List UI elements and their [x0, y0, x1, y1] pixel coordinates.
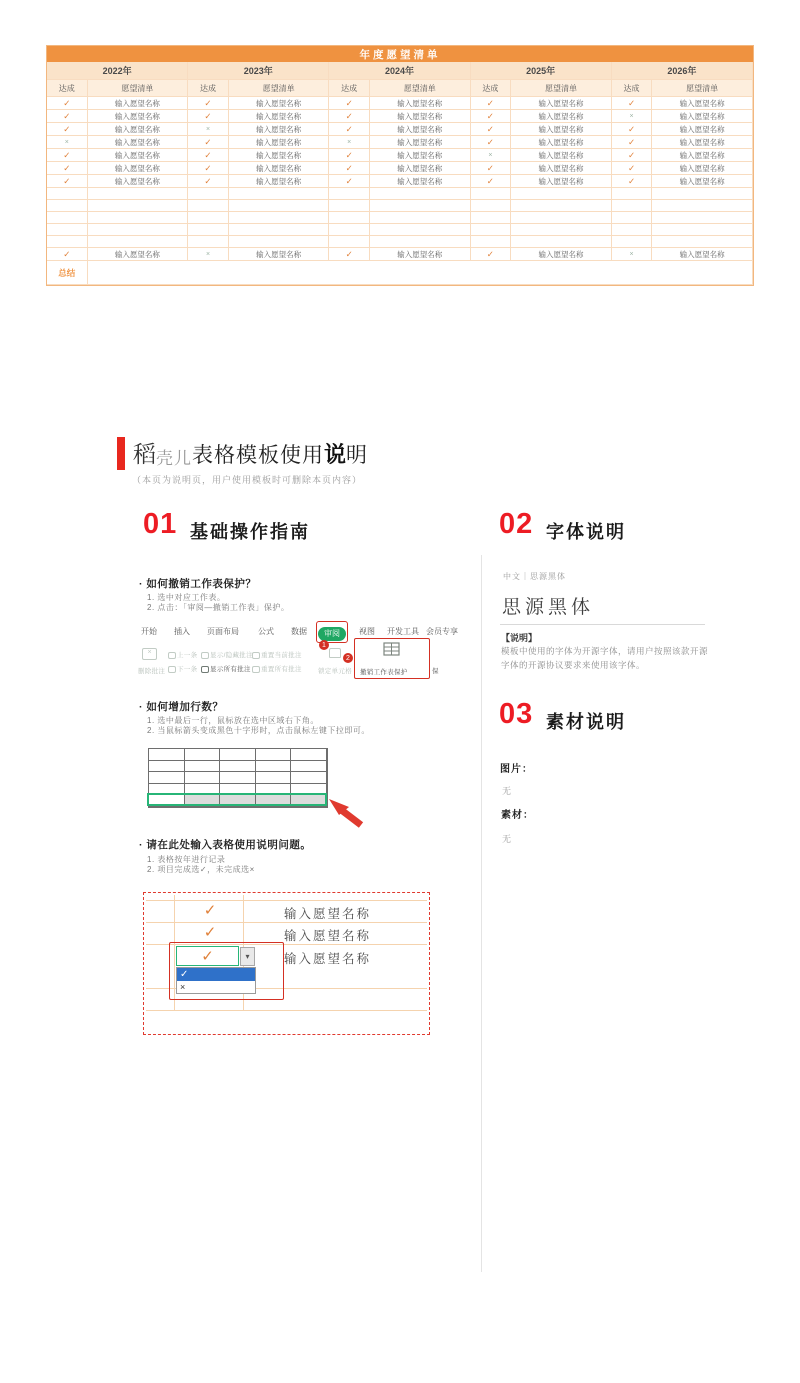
wish-cell[interactable]: 输入愿望名称 [370, 175, 471, 188]
done-cell[interactable]: ✓ [188, 136, 229, 149]
empty-cell[interactable] [652, 212, 753, 224]
wish-cell[interactable]: 输入愿望名称 [511, 110, 612, 123]
empty-cell[interactable] [471, 236, 512, 248]
empty-cell[interactable] [612, 188, 653, 200]
brand-sub-text: 壳儿 [156, 449, 192, 468]
empty-cell[interactable] [652, 236, 753, 248]
empty-cell[interactable] [511, 224, 612, 236]
demo-highlight-box [169, 942, 284, 1000]
empty-cell[interactable] [229, 188, 330, 200]
wish-cell[interactable]: 输入愿望名称 [229, 123, 330, 136]
empty-cell[interactable] [188, 224, 229, 236]
empty-cell[interactable] [229, 200, 330, 212]
wish-header-cell: 愿望清单 [370, 80, 471, 97]
demo-table-cell [291, 749, 327, 761]
done-cell[interactable]: ✓ [612, 149, 653, 162]
ribbon-tab-layout[interactable]: 页面布局 [207, 627, 239, 636]
tool-reset-all-comments[interactable]: 重置所有批注 [252, 664, 302, 673]
wish-header-cell: 愿望清单 [511, 80, 612, 97]
demo-table-cell [149, 749, 185, 761]
empty-cell[interactable] [329, 236, 370, 248]
demo-wish-3: 输入愿望名称 [284, 952, 372, 966]
tool-delete-comment[interactable]: 删除批注 [138, 668, 166, 675]
wishlist-sheet [46, 45, 754, 286]
done-cell[interactable]: ✓ [471, 136, 512, 149]
done-cell[interactable]: ✓ [329, 97, 370, 110]
done-cell[interactable]: × [47, 136, 88, 149]
wish-cell[interactable]: 输入愿望名称 [652, 136, 753, 149]
done-header-cell: 达成 [47, 80, 88, 97]
done-cell[interactable]: ✓ [188, 162, 229, 175]
done-cell[interactable]: ✓ [47, 162, 88, 175]
ribbon-tab-view[interactable]: 视图 [359, 627, 375, 636]
done-header-cell: 达成 [188, 80, 229, 97]
demo-table-cell [185, 749, 221, 761]
done-header-cell: 达成 [329, 80, 370, 97]
demo-dropdown-arrow-button: ▾ [240, 947, 255, 966]
empty-cell[interactable] [88, 188, 189, 200]
question-usage: · 请在此处输入表格使用说明问题。 [139, 839, 312, 851]
demo-dropdown-cell-check: ✓ [201, 948, 214, 965]
empty-cell[interactable] [229, 224, 330, 236]
done-cell[interactable]: ✓ [471, 248, 512, 261]
demo-check-2: ✓ [203, 924, 217, 941]
wish-cell[interactable]: 输入愿望名称 [370, 149, 471, 162]
wish-cell[interactable]: 输入愿望名称 [370, 110, 471, 123]
year-header-cell: 2022年 [47, 62, 188, 80]
wish-cell[interactable]: 输入愿望名称 [88, 149, 189, 162]
ribbon-tab-home[interactable]: 开始 [141, 627, 157, 636]
empty-cell[interactable] [370, 212, 471, 224]
year-header-cell: 2024年 [329, 62, 470, 80]
wish-cell[interactable]: 输入愿望名称 [88, 175, 189, 188]
done-cell[interactable]: ✓ [612, 123, 653, 136]
empty-cell[interactable] [652, 224, 753, 236]
empty-cell[interactable] [229, 212, 330, 224]
wish-cell[interactable]: 输入愿望名称 [229, 110, 330, 123]
demo-table-cell [220, 761, 256, 773]
empty-cell[interactable] [370, 224, 471, 236]
year-header-cell: 2026年 [612, 62, 753, 80]
wish-cell[interactable]: 输入愿望名称 [88, 248, 189, 261]
tool-protect-partial[interactable]: 保 [432, 668, 439, 675]
demo-table-cell [149, 761, 185, 773]
done-cell[interactable]: ✓ [471, 110, 512, 123]
empty-cell[interactable] [329, 200, 370, 212]
done-cell[interactable]: ✓ [188, 110, 229, 123]
ribbon-tab-member[interactable]: 会员专享 [426, 627, 458, 636]
usage-step1: 1. 表格按年进行记录 [147, 855, 226, 864]
reset-current-comment-icon [252, 652, 260, 659]
unprotect-step2: 2. 点击：「审阅—撤销工作表」保护。 [147, 603, 290, 612]
wish-header-cell: 愿望清单 [652, 80, 753, 97]
question-unprotect: · 如何撤销工作表保护？ [139, 578, 257, 590]
done-cell[interactable]: ✓ [188, 175, 229, 188]
empty-cell[interactable] [88, 224, 189, 236]
tool-show-hide-comment[interactable]: 显示/隐藏批注 [201, 650, 253, 659]
done-cell[interactable]: × [188, 123, 229, 136]
section1-title: 基础操作指南 [190, 522, 310, 542]
done-cell[interactable]: ✓ [329, 248, 370, 261]
title-accent-bar [117, 437, 125, 470]
done-cell[interactable]: × [612, 110, 653, 123]
empty-cell[interactable] [329, 212, 370, 224]
wish-cell[interactable]: 输入愿望名称 [229, 149, 330, 162]
question-add-rows: · 如何增加行数？ [139, 701, 224, 713]
wish-cell[interactable]: 输入愿望名称 [652, 149, 753, 162]
red-arrow-icon [327, 798, 367, 828]
wish-cell[interactable]: 输入愿望名称 [511, 97, 612, 110]
empty-cell[interactable] [511, 200, 612, 212]
demo-table-cell [220, 749, 256, 761]
empty-cell[interactable] [88, 212, 189, 224]
wish-cell[interactable]: 输入愿望名称 [652, 175, 753, 188]
font-display-name: 思源黑体 [502, 597, 595, 618]
ribbon-tab-insert[interactable]: 插入 [174, 627, 190, 636]
demo-table-cell [185, 761, 221, 773]
doc-subtitle: （本页为说明页，用户使用模板时可删除本页内容） [132, 475, 363, 485]
ribbon-tab-devtools[interactable]: 开发工具 [387, 627, 419, 636]
wishlist-grid [47, 62, 753, 285]
empty-cell[interactable] [370, 200, 471, 212]
empty-cell[interactable] [511, 212, 612, 224]
lock-cell-icon [329, 648, 341, 658]
wish-cell[interactable]: 输入愿望名称 [370, 97, 471, 110]
demo-wish-1: 输入愿望名称 [284, 907, 372, 921]
empty-cell[interactable] [652, 188, 753, 200]
prev-comment-icon [168, 652, 176, 659]
wish-cell[interactable]: 输入愿望名称 [511, 248, 612, 261]
tool-lock-cell[interactable]: 锁定单元格 [318, 668, 352, 675]
font-note-text: 模板中使用的字体为开源字体，请用户按照该款开源字体的开源协议要求来使用该字体。 [501, 646, 709, 670]
done-cell[interactable]: ✓ [612, 162, 653, 175]
empty-cell[interactable] [612, 200, 653, 212]
demo-table-cell [220, 772, 256, 784]
wish-cell[interactable]: 输入愿望名称 [88, 162, 189, 175]
wish-cell[interactable]: 输入愿望名称 [652, 123, 753, 136]
wish-cell[interactable]: 输入愿望名称 [511, 175, 612, 188]
image-value: 无 [502, 786, 512, 796]
empty-cell[interactable] [47, 188, 88, 200]
section2-title: 字体说明 [546, 522, 626, 542]
empty-cell[interactable] [511, 236, 612, 248]
demo-dropdown-option-cross: × [180, 982, 186, 992]
done-cell[interactable]: × [188, 248, 229, 261]
demo-wish-2: 输入愿望名称 [284, 929, 372, 943]
unprotect-highlight-box [354, 638, 430, 679]
doc-title-main: 表格模板使用 [192, 444, 324, 467]
empty-cell[interactable] [612, 236, 653, 248]
done-cell[interactable]: ✓ [47, 97, 88, 110]
done-cell[interactable]: ✓ [47, 110, 88, 123]
empty-cell[interactable] [88, 236, 189, 248]
image-label: 图片： [500, 764, 533, 775]
year-header-cell: 2023年 [188, 62, 329, 80]
wish-cell[interactable]: 输入愿望名称 [229, 97, 330, 110]
done-cell[interactable]: ✓ [329, 123, 370, 136]
empty-cell[interactable] [511, 188, 612, 200]
wish-cell[interactable]: 输入愿望名称 [652, 248, 753, 261]
demo-table-cell [256, 749, 292, 761]
year-header-cell: 2025年 [471, 62, 612, 80]
font-note-label: 【说明】 [501, 633, 538, 643]
empty-cell[interactable] [188, 236, 229, 248]
wish-cell[interactable]: 输入愿望名称 [370, 248, 471, 261]
empty-cell[interactable] [329, 188, 370, 200]
wish-cell[interactable]: 输入愿望名称 [511, 149, 612, 162]
empty-cell[interactable] [188, 212, 229, 224]
delete-comment-icon: × [142, 648, 157, 660]
usage-step2: 2. 项目完成选✓，未完成选× [147, 865, 255, 874]
empty-cell[interactable] [471, 200, 512, 212]
tool-next-comment[interactable]: 下一条 [168, 664, 197, 673]
reset-all-comments-icon [252, 666, 260, 673]
section3-number: 03 [499, 698, 534, 730]
done-cell[interactable]: ✓ [47, 123, 88, 136]
wishlist-title: 年度愿望清单 [47, 46, 753, 62]
step-badge-2: 2 [343, 653, 353, 663]
doc-title-bold: 说 [324, 442, 347, 467]
empty-cell[interactable] [471, 212, 512, 224]
wish-cell[interactable]: 输入愿望名称 [370, 136, 471, 149]
tool-prev-comment[interactable]: 上一条 [168, 650, 197, 659]
done-cell[interactable]: ✓ [471, 123, 512, 136]
dropdown-demo-box [143, 892, 430, 1035]
done-cell[interactable]: ✓ [329, 175, 370, 188]
section2-number: 02 [499, 508, 534, 540]
done-cell[interactable]: ✓ [471, 162, 512, 175]
wish-cell[interactable]: 输入愿望名称 [229, 248, 330, 261]
demo-table-cell [256, 761, 292, 773]
wish-cell[interactable]: 输入愿望名称 [88, 136, 189, 149]
selected-row-outline [147, 793, 327, 806]
ribbon-tab-formula[interactable]: 公式 [258, 627, 274, 636]
wish-cell[interactable]: 输入愿望名称 [652, 97, 753, 110]
empty-cell[interactable] [47, 224, 88, 236]
wish-cell[interactable]: 输入愿望名称 [229, 175, 330, 188]
done-header-cell: 达成 [612, 80, 653, 97]
wish-cell[interactable]: 输入愿望名称 [88, 110, 189, 123]
add-rows-step1: 1. 选中最后一行，鼠标放在选中区域右下角。 [147, 716, 319, 725]
done-header-cell: 达成 [471, 80, 512, 97]
wish-cell[interactable]: 输入愿望名称 [229, 136, 330, 149]
done-cell[interactable]: ✓ [47, 248, 88, 261]
next-comment-icon [168, 666, 176, 673]
summary-label-cell[interactable]: 总结 [47, 261, 88, 285]
section3-title: 素材说明 [546, 712, 626, 732]
demo-table-cell [291, 772, 327, 784]
wish-cell[interactable]: 输入愿望名称 [370, 123, 471, 136]
empty-cell[interactable] [47, 212, 88, 224]
empty-cell[interactable] [370, 236, 471, 248]
font-lang-label: 中文｜思源黑体 [503, 572, 566, 581]
wish-cell[interactable]: 输入愿望名称 [370, 162, 471, 175]
done-cell[interactable]: ✓ [329, 149, 370, 162]
unprotect-step1: 1. 选中对应工作表。 [147, 593, 226, 602]
wish-cell[interactable]: 输入愿望名称 [511, 162, 612, 175]
done-cell[interactable]: ✓ [47, 175, 88, 188]
demo-table-cell [291, 761, 327, 773]
wish-cell[interactable]: 输入愿望名称 [652, 162, 753, 175]
demo-check-1: ✓ [203, 902, 217, 919]
demo-table-cell [256, 772, 292, 784]
empty-cell[interactable] [47, 236, 88, 248]
wish-cell[interactable]: 输入愿望名称 [88, 123, 189, 136]
tool-unprotect-sheet[interactable]: 撤销工作表保护 [360, 669, 408, 676]
section1-number: 01 [143, 508, 178, 540]
show-hide-comment-icon [201, 652, 209, 659]
tool-show-all-comments[interactable]: 显示所有批注 [201, 664, 251, 673]
ribbon-tab-data[interactable]: 数据 [291, 627, 307, 636]
done-cell[interactable]: ✓ [612, 136, 653, 149]
font-divider [500, 624, 705, 625]
demo-table-cell [149, 772, 185, 784]
summary-value-cell[interactable] [88, 261, 753, 285]
done-cell[interactable]: ✓ [329, 110, 370, 123]
wish-cell[interactable]: 输入愿望名称 [511, 136, 612, 149]
ribbon-tab-review[interactable]: 审阅 [318, 627, 346, 641]
material-label: 素材： [501, 810, 534, 821]
done-cell[interactable]: × [329, 136, 370, 149]
empty-cell[interactable] [370, 188, 471, 200]
doc-title [133, 436, 368, 469]
column-divider [481, 555, 482, 1272]
demo-dropdown-option-check: ✓ [177, 968, 255, 981]
wish-header-cell: 愿望清单 [88, 80, 189, 97]
empty-cell[interactable] [612, 224, 653, 236]
done-cell[interactable]: ✓ [612, 97, 653, 110]
empty-cell[interactable] [329, 224, 370, 236]
demo-gridline [146, 1010, 427, 1011]
wish-cell[interactable]: 输入愿望名称 [229, 162, 330, 175]
done-cell[interactable]: ✓ [612, 175, 653, 188]
done-cell[interactable]: ✓ [471, 97, 512, 110]
wish-header-cell: 愿望清单 [229, 80, 330, 97]
done-cell[interactable]: × [612, 248, 653, 261]
empty-cell[interactable] [652, 200, 753, 212]
empty-cell[interactable] [471, 188, 512, 200]
done-cell[interactable]: ✓ [47, 149, 88, 162]
done-cell[interactable]: × [471, 149, 512, 162]
done-cell[interactable]: ✓ [188, 97, 229, 110]
doc-title-tail: 明 [346, 444, 369, 467]
demo-table-cell [185, 772, 221, 784]
empty-cell[interactable] [188, 188, 229, 200]
wish-cell[interactable]: 输入愿望名称 [652, 110, 753, 123]
add-rows-step2: 2. 当鼠标箭头变成黑色十字形时，点击鼠标左键下拉即可。 [147, 726, 370, 735]
empty-cell[interactable] [88, 200, 189, 212]
done-cell[interactable]: ✓ [471, 175, 512, 188]
wish-cell[interactable]: 输入愿望名称 [88, 97, 189, 110]
wish-cell[interactable]: 输入愿望名称 [511, 123, 612, 136]
unprotect-sheet-icon [383, 642, 400, 656]
empty-cell[interactable] [612, 212, 653, 224]
show-all-comments-icon [201, 666, 209, 673]
brand-text: 稻 [133, 441, 156, 467]
tool-reset-current-comment[interactable]: 重置当前批注 [252, 650, 302, 659]
empty-cell[interactable] [47, 200, 88, 212]
material-value: 无 [502, 834, 512, 844]
empty-cell[interactable] [229, 236, 330, 248]
done-cell[interactable]: ✓ [329, 162, 370, 175]
empty-cell[interactable] [188, 200, 229, 212]
done-cell[interactable]: ✓ [188, 149, 229, 162]
step-badge-1: 1 [319, 640, 329, 650]
empty-cell[interactable] [471, 224, 512, 236]
